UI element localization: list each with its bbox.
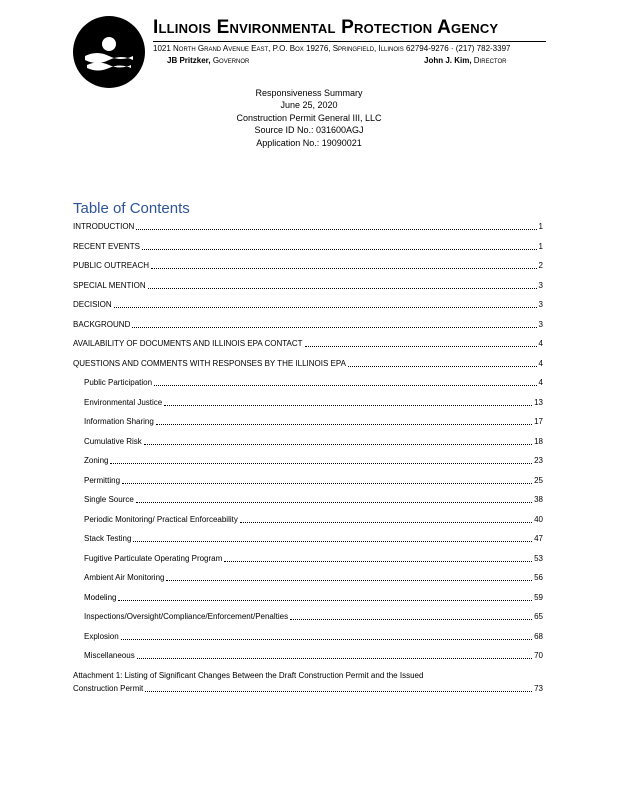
- toc-entry-page: 40: [534, 514, 543, 524]
- toc-entry-page: 38: [534, 495, 543, 504]
- toc-entry-label: Ambient Air Monitoring: [84, 573, 165, 582]
- toc-leader: [142, 249, 537, 250]
- toc-leader: [166, 580, 532, 581]
- toc-entry-label: BACKGROUND: [73, 319, 131, 329]
- toc-entry[interactable]: [73, 279, 543, 291]
- toc-entry[interactable]: [84, 552, 543, 564]
- toc-entry[interactable]: [73, 337, 543, 349]
- toc-entry[interactable]: [73, 298, 543, 310]
- toc-entry[interactable]: [84, 493, 543, 505]
- toc-entry-label: Fugitive Particulate Operating Program: [84, 553, 223, 563]
- toc-entry[interactable]: [84, 513, 543, 525]
- summary-application: Application No.: 19090021: [256, 137, 362, 148]
- toc-attachment-line1: Attachment 1: Listing of Significant Changes Between the Draft Construction Permit and the Issued: [73, 671, 424, 680]
- toc-entry-label: QUESTIONS AND COMMENTS WITH RESPONSES BY THE ILLINOIS EPA: [73, 358, 346, 368]
- toc-entry[interactable]: [84, 591, 543, 603]
- toc-entry[interactable]: [84, 415, 543, 427]
- toc-entry-page: 18: [534, 436, 543, 446]
- toc-leader: [136, 229, 536, 230]
- toc-entry[interactable]: [84, 454, 543, 466]
- toc-entry[interactable]: [73, 220, 543, 232]
- toc-entry-label: Zoning: [84, 456, 109, 465]
- toc-entry-label: PUBLIC OUTREACH: [73, 261, 150, 270]
- toc-leader: [110, 463, 532, 464]
- toc-title: Table of Contents: [73, 200, 190, 217]
- toc-leader: [118, 600, 532, 601]
- toc-entry[interactable]: [84, 630, 543, 642]
- toc-entry[interactable]: [73, 357, 543, 369]
- toc-entry-page: 2: [538, 261, 543, 270]
- summary-title: Responsiveness Summary: [255, 88, 363, 98]
- toc-entry-page: 70: [534, 651, 543, 660]
- toc-entry-page: 4: [538, 358, 543, 368]
- toc-entry-label: Periodic Monitoring/ Practical Enforceability: [84, 514, 238, 524]
- toc-entry[interactable]: [84, 435, 543, 447]
- toc-entry-page: 47: [534, 534, 543, 543]
- toc-entry[interactable]: [73, 318, 543, 330]
- toc-leader: [164, 405, 532, 406]
- toc-attachment-page: 73: [534, 684, 543, 693]
- toc-entry-label: Stack Testing: [84, 534, 132, 543]
- toc-leader: [154, 385, 537, 386]
- director-line: [424, 55, 506, 66]
- toc-entry-label: INTRODUCTION: [73, 222, 135, 231]
- toc-leader: [137, 658, 532, 659]
- governor-title: Governor: [212, 56, 250, 65]
- director-name: John J. Kim,: [424, 56, 472, 65]
- toc-leader: [156, 424, 532, 425]
- toc-leader: [144, 444, 532, 445]
- toc-leader: [151, 268, 537, 269]
- toc-leader: [290, 619, 532, 620]
- toc-entry-page: 23: [534, 456, 543, 465]
- director-title: Director: [473, 56, 507, 65]
- toc-entry[interactable]: [84, 610, 543, 622]
- toc-entry[interactable]: [84, 649, 543, 661]
- toc-entry-page: 3: [538, 280, 543, 290]
- governor-line: [167, 55, 249, 66]
- toc-leader: [348, 366, 537, 367]
- toc-entry-label: Inspections/Oversight/Compliance/Enforcement/Penalties: [84, 612, 289, 621]
- toc-attachment-entry[interactable]: [73, 670, 543, 694]
- toc-entry[interactable]: [84, 571, 543, 583]
- toc-entry-page: 3: [538, 300, 543, 309]
- toc-entry-page: 56: [534, 573, 543, 582]
- toc-leader: [136, 502, 532, 503]
- summary-header: [0, 87, 618, 149]
- toc-entry-page: 1: [538, 241, 543, 251]
- toc-entry[interactable]: [84, 396, 543, 408]
- toc-entry-label: SPECIAL MENTION: [73, 280, 146, 290]
- toc-leader: [121, 639, 532, 640]
- agency-name: Illinois Environmental Protection Agency: [153, 17, 499, 38]
- toc-leader: [122, 483, 532, 484]
- toc-leader: [305, 346, 537, 347]
- toc-entry-label: AVAILABILITY OF DOCUMENTS AND ILLINOIS EPA CONTACT: [73, 339, 303, 348]
- toc-entry-label: DECISION: [73, 300, 112, 309]
- toc-entry-label: RECENT EVENTS: [73, 241, 140, 251]
- toc-entry-page: 3: [538, 319, 543, 329]
- summary-source-id: Source ID No.: 031600AGJ: [254, 125, 364, 136]
- governor-name: JB Pritzker,: [167, 56, 211, 65]
- toc-attachment-line2-row: [73, 682, 543, 694]
- toc-leader: [240, 522, 532, 523]
- toc-leader: [148, 288, 537, 289]
- toc-entry-page: 13: [534, 397, 543, 407]
- toc-entry-page: 17: [534, 417, 543, 426]
- toc-leader: [132, 327, 536, 328]
- toc-leader: [133, 541, 532, 542]
- toc-entry-page: 65: [534, 612, 543, 621]
- illinois-epa-logo: [73, 16, 145, 88]
- toc-leader: [114, 307, 537, 308]
- toc-entry[interactable]: [73, 240, 543, 252]
- toc-entry-label: Explosion: [84, 631, 119, 641]
- summary-permit: Construction Permit General III, LLC: [236, 112, 382, 123]
- toc-entry-label: Public Participation: [84, 378, 153, 387]
- toc-entry-label: Modeling: [84, 592, 117, 602]
- toc-leader: [145, 691, 532, 692]
- toc-entry-label: Miscellaneous: [84, 651, 135, 660]
- toc-attachment-line2: Construction Permit: [73, 684, 144, 693]
- agency-address: 1021 North Grand Avenue East, P.O. Box 19276, Springfield, Illinois 62794-9276 · (217) 782-3397: [153, 44, 511, 53]
- toc-entry[interactable]: [84, 376, 543, 388]
- toc-entry-label: Environmental Justice: [84, 397, 163, 407]
- toc-entry-label: Single Source: [84, 495, 134, 504]
- toc-entry-page: 1: [538, 222, 543, 231]
- toc-entry-page: 4: [538, 378, 543, 387]
- toc-entry[interactable]: [73, 259, 543, 271]
- toc-entry-page: 25: [534, 475, 543, 485]
- toc-entry[interactable]: [84, 532, 543, 544]
- toc-entry-page: 59: [534, 592, 543, 602]
- toc-entry-label: Information Sharing: [84, 417, 154, 426]
- toc-entry-label: Cumulative Risk: [84, 436, 142, 446]
- letterhead-rule: [153, 41, 546, 42]
- toc-entry-label: Permitting: [84, 475, 121, 485]
- toc-leader: [224, 561, 532, 562]
- summary-date: June 25, 2020: [280, 100, 338, 111]
- toc-entry-page: 53: [534, 553, 543, 563]
- toc-entry-page: 4: [538, 339, 543, 348]
- toc-entry[interactable]: [84, 474, 543, 486]
- toc-entry-page: 68: [534, 631, 543, 641]
